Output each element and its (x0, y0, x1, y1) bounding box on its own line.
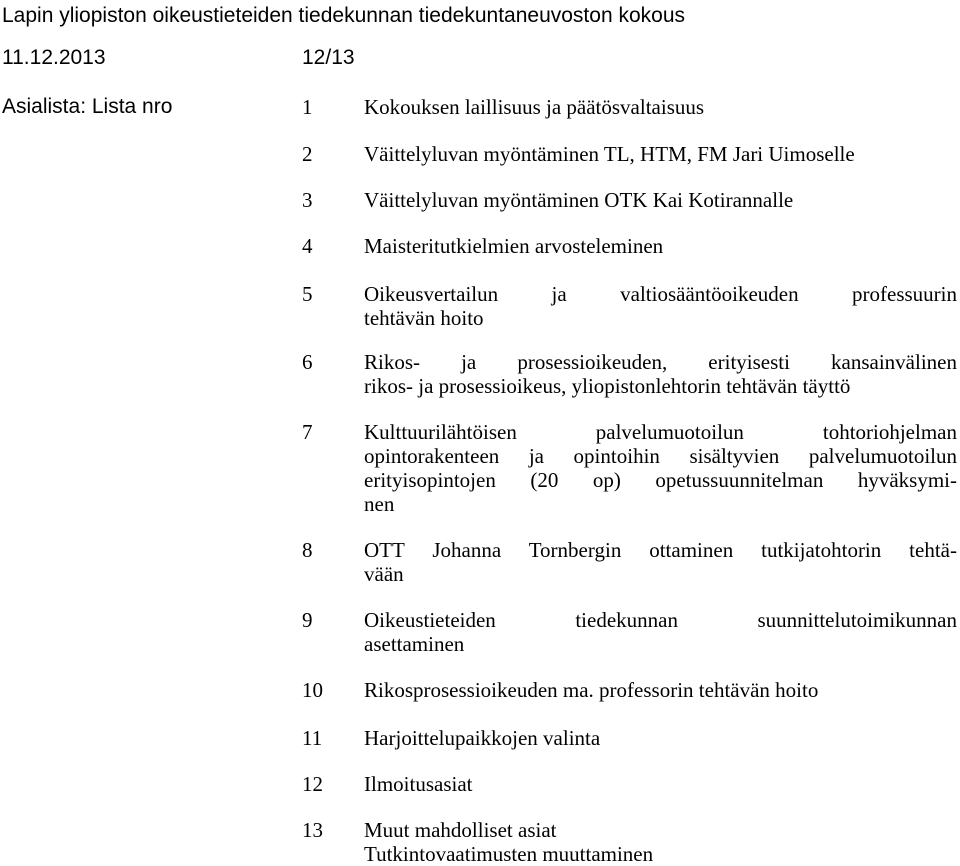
agenda-item-number: 3 (302, 188, 313, 212)
agenda-item-number: 10 (302, 678, 323, 702)
agenda-item-number: 5 (302, 282, 313, 306)
agenda-item-text (364, 818, 957, 866)
agenda-item-text (364, 726, 957, 750)
agenda-item-number: 9 (302, 608, 313, 632)
agenda-item-line: Oikeusvertailun ja valtiosääntöoikeuden professuurin (364, 282, 957, 306)
agenda-item-number: 12 (302, 772, 323, 796)
agenda-item-line: Väittelyluvan myöntäminen OTK Kai Kotirannalle (364, 188, 794, 212)
page-number: 12/13 (302, 46, 355, 69)
agenda-item-text (364, 678, 957, 702)
agenda-item-number: 11 (302, 726, 323, 750)
agenda-item-line: Rikosprosessioikeuden ma. professorin tehtävän hoito (364, 678, 819, 702)
agenda-item-line: Harjoittelupaikkojen valinta (364, 726, 601, 750)
agenda-item-line: nen (364, 492, 395, 516)
agenda-list-label: Asialista: Lista nro (2, 95, 173, 118)
agenda-item-line: Oikeustieteiden tiedekunnan suunnittelutoimikunnan (364, 608, 957, 632)
agenda-item-number: 6 (302, 350, 313, 374)
agenda-item-text (364, 282, 957, 330)
agenda-item-text (364, 350, 957, 398)
agenda-item-number: 13 (302, 818, 323, 842)
meeting-date: 11.12.2013 (2, 46, 106, 69)
agenda-item-line: rikos- ja prosessioikeus, yliopistonlehtorin tehtävän täyttö (364, 374, 851, 398)
agenda-item-line: asettaminen (364, 632, 465, 656)
agenda-item-line: erityisopintojen (20 op) opetussuunnitelman hyväksymi- (364, 468, 957, 492)
agenda-item-line: Muut mahdolliset asiat (364, 818, 557, 842)
agenda-item-line: Kokouksen laillisuus ja päätösvaltaisuus (364, 95, 705, 119)
agenda-item-text (364, 142, 957, 166)
agenda-item-line: Rikos- ja prosessioikeuden, erityisesti kansainvälinen (364, 350, 957, 374)
agenda-item-line: OTT Johanna Tornbergin ottaminen tutkijatohtorin tehtä- (364, 538, 957, 562)
agenda-item-line: Maisteritutkielmien arvosteleminen (364, 234, 664, 258)
agenda-item-text (364, 608, 957, 656)
agenda-item-line: vään (364, 562, 404, 586)
agenda-item-line: Tutkintovaatimusten muuttaminen (364, 842, 654, 866)
agenda-item-text (364, 420, 957, 516)
agenda-item-text (364, 95, 957, 119)
agenda-item-line: Kulttuurilähtöisen palvelumuotoilun tohtoriohjelman (364, 420, 957, 444)
agenda-item-line: Väittelyluvan myöntäminen TL, HTM, FM Jari Uimoselle (364, 142, 855, 166)
agenda-item-number: 4 (302, 234, 313, 258)
agenda-item-line: tehtävän hoito (364, 306, 484, 330)
agenda-item-text (364, 772, 957, 796)
agenda-item-number: 2 (302, 142, 313, 166)
agenda-item-line: Ilmoitusasiat (364, 772, 473, 796)
agenda-item-number: 1 (302, 95, 313, 119)
agenda-item-text (364, 538, 957, 586)
agenda-item-number: 7 (302, 420, 313, 444)
agenda-item-line: opintorakenteen ja opintoihin sisältyvien palvelumuotoilun (364, 444, 957, 468)
agenda-item-text (364, 188, 957, 212)
agenda-item-number: 8 (302, 538, 313, 562)
meeting-title: Lapin yliopiston oikeustieteiden tiedekunnan tiedekuntaneuvoston kokous (2, 4, 685, 27)
agenda-item-text (364, 234, 957, 258)
